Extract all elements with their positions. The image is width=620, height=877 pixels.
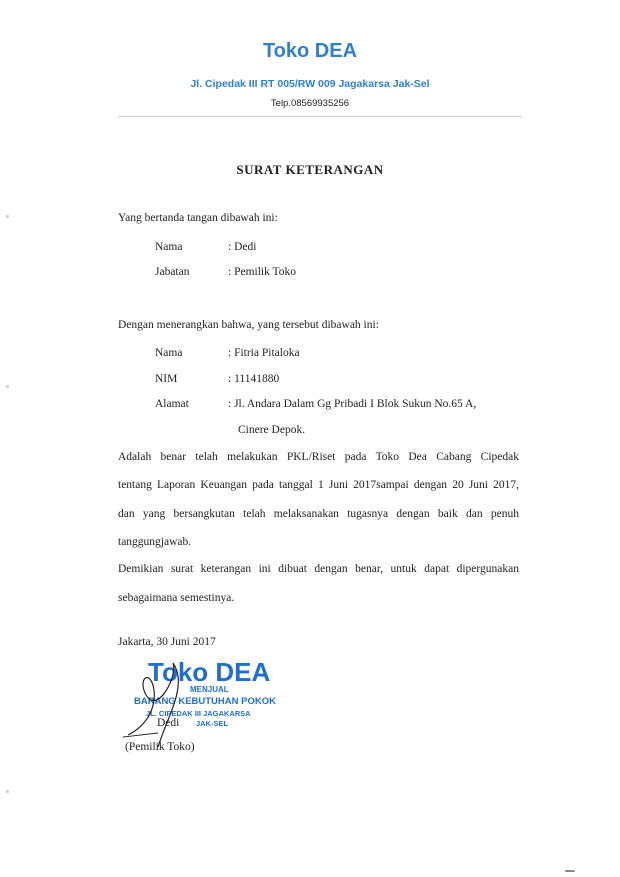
letterhead-phone: Telp.08569935256: [270, 98, 350, 109]
letterhead-address: Jl. Cipedak III RT 005/RW 009 Jagakarsa Jak-Sel: [190, 78, 430, 90]
stamp-line-barang: BARANG KEBUTUHAN POKOK: [134, 696, 276, 707]
signature: [118, 655, 318, 750]
stamp-line-city: JAK-SEL: [196, 719, 229, 728]
body-paragraph1-line1: Adalah benar telah melakukan PKL/Riset pada Toko Dea Cabang Cipedak: [118, 451, 519, 463]
signer-role: (Pemilik Toko): [125, 741, 195, 753]
student-nim-value: : 11141880: [228, 373, 280, 385]
declaration-text: Dengan menerangkan bahwa, yang tersebut dibawah ini:: [118, 319, 379, 331]
intro-text: Yang bertanda tangan dibawah ini:: [118, 212, 278, 224]
student-name-label: Nama: [155, 347, 183, 359]
signer-name-value: : Dedi: [228, 241, 257, 253]
body-paragraph2-line1: Demikian surat keterangan ini dibuat dengan benar, untuk dapat dipergunakan: [118, 563, 519, 575]
signer-name: Dedi: [157, 717, 180, 729]
body-paragraph1-line3: dan yang bersangkutan telah melaksanakan tugasnya dengan baik dan penuh: [118, 508, 519, 520]
scan-speck: [6, 385, 9, 388]
stamp-title: Toko DEA: [148, 657, 271, 687]
scan-speck: [565, 870, 575, 872]
student-nim-label: NIM: [155, 373, 178, 385]
stamp-line-menjual: MENJUAL: [190, 685, 229, 694]
company-stamp: [118, 655, 318, 745]
signer-name-label: Nama: [155, 241, 183, 253]
place-date: Jakarta, 30 Juni 2017: [118, 636, 216, 648]
stamp-line-address: JL. CIPEDAK III JAGAKARSA: [146, 709, 251, 718]
signer-position-label: Jabatan: [155, 266, 190, 278]
scan-speck: [6, 215, 9, 218]
body-paragraph2-line2: sebagaimana semestinya.: [118, 592, 235, 604]
student-address-line2: Cinere Depok.: [238, 424, 306, 436]
student-address-label: Alamat: [155, 398, 189, 410]
student-name-value: : Fitria Pitaloka: [228, 347, 300, 359]
letterhead-divider: [118, 116, 522, 117]
letterhead-title: Toko DEA: [262, 40, 358, 62]
scan-speck: [6, 790, 9, 793]
body-paragraph1-line2: tentang Laporan Keuangan pada tanggal 1 Juni 2017sampai dengan 20 Juni 2017,: [118, 479, 519, 491]
student-address-line1: : Jl. Andara Dalam Gg Pribadi I Blok Sukun No.65 A,: [228, 398, 477, 410]
document-title: SURAT KETERANGAN: [236, 162, 384, 177]
signer-position-value: : Pemilik Toko: [228, 266, 296, 278]
body-paragraph1-line4: tanggungjawab.: [118, 536, 192, 548]
